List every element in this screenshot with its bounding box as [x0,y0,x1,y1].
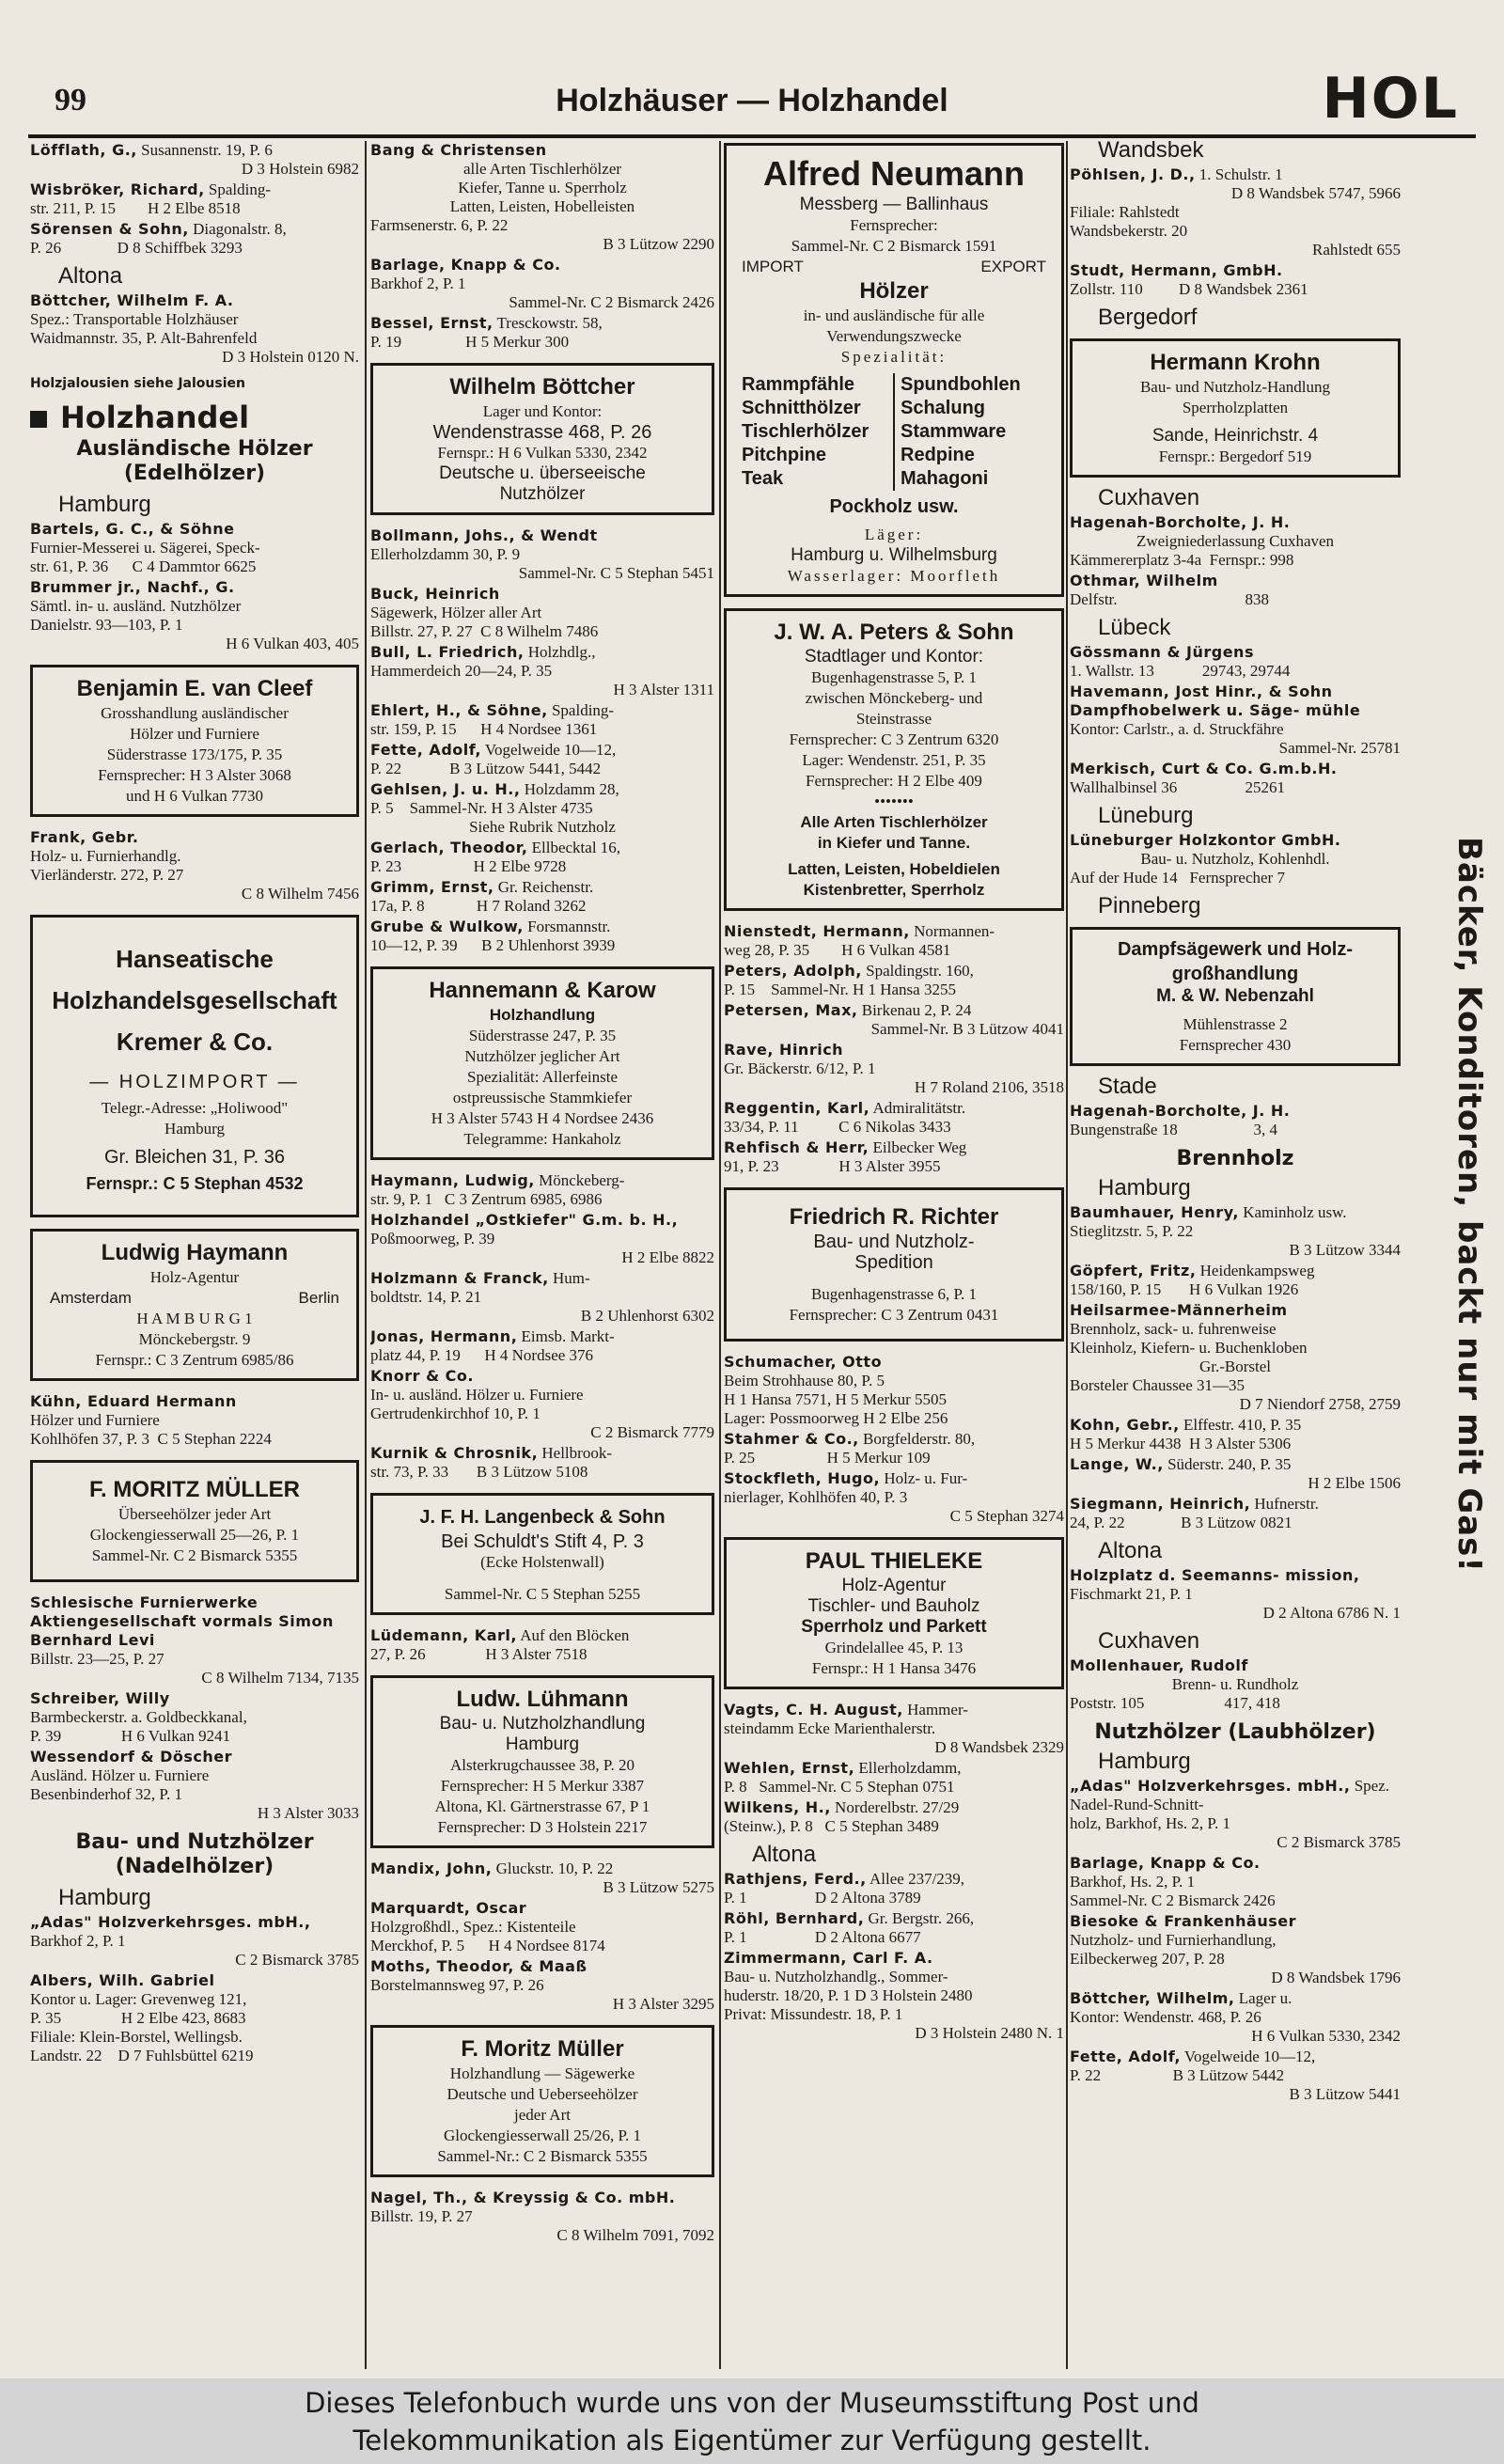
column-2 [370,141,714,2369]
listing-entry: „Adas" Holzverkehrsges. mbH., Spez. Nadel-Rund-Schnitt- holz, Barkhof, Hs. 2, P. 1 C 2 Bismarck 3785 [1070,1777,1401,1851]
listing-entry: Pöhlsen, J. D., 1. Schulstr. 1 D 8 Wandsbek 5747, 5966 Filiale: Rahlstedt Wandsbekerstr. 20 Rahlstedt 655 [1070,165,1401,259]
advertisement-hannemann-karow: Hannemann & Karow Holzhandlung Süderstrasse 247, P. 35 Nutzhölzer jeglicher Art Spezialität: Allerfeinste ostpreussische Stammkiefer H 3 Alster 5743 H 4 Nordsee 2436 Telegramme: Hankaholz [370,966,714,1160]
listing-entry: Hagenah-Borcholte, J. H. Bungenstraße 18 3, 4 [1070,1102,1291,1138]
listing-entry: Wessendorf & Döscher Ausländ. Hölzer u. Furniere Besenbinderhof 32, P. 1 H 3 Alster 3033 [30,1748,359,1822]
place-heading: Altona [1098,1538,1163,1563]
place-heading: Hamburg [1098,1749,1191,1774]
place-heading: Cuxhaven [1098,1628,1200,1654]
listing-entry: Kühn, Eduard Hermann Hölzer und Furniere Kohlhöfen 37, P. 3 C 5 Stephan 2224 [30,1392,272,1448]
listing-entry: Peters, Adolph, Spaldingstr. 160, P. 15 Sammel-Nr. H 1 Hansa 3255 [724,962,974,998]
advertisement-peters-sohn: J. W. A. Peters & Sohn Stadtlager und Kontor: Bugenhagenstrasse 5, P. 1 zwischen Mönckeberg- und Steinstrasse Fernsprecher: C 3 Zentrum 6320 Lager: Wendenstr. 251, P. 35 Fernsprecher: H 2 Elbe 409 ••••••• Alle Arten Tischlerhölzer in Kiefer und Tanne. Latten, Leisten, Hobeldielen Kistenbretter, Sperrholz [724,608,1064,911]
page-number: 99 [55,83,86,118]
listing-entry: Othmar, Wilhelm Delfstr. 838 [1070,572,1270,608]
listing-entry: Haymann, Ludwig, Mönckeberg- str. 9, P. 1 C 3 Zentrum 6985, 6986 [370,1171,625,1208]
listing-entry: Brummer jr., Nachf., G. Sämtl. in- u. ausländ. Nutzhölzer Danielstr. 93—103, P. 1 H 6 Vulkan 403, 405 [30,578,359,652]
page-title: Holzhäuser — Holzhandel [556,83,948,118]
listing-entry: Böttcher, Wilhelm F. A. Spez.: Transportable Holzhäuser Waidmannstr. 35, P. Alt-Bahrenfeld D 3 Holstein 0120 N. [30,291,359,366]
listing-entry: Lange, W., Süderstr. 240, P. 35 H 2 Elbe 1506 [1070,1455,1401,1492]
listing-entry: Grube & Wulkow, Forsmannstr. 10—12, P. 39 B 2 Uhlenhorst 3939 [370,918,616,954]
listing-entry: Havemann, Jost Hinr., & Sohn Dampfhobelwerk u. Säge- mühle Kontor: Carlstr., a. d. Struckfähre Sammel-Nr. 25781 [1070,683,1401,757]
advertisement-richter: Friedrich R. Richter Bau- und Nutzholz- Spedition Bugenhagenstrasse 6, P. 1 Fernsprecher: C 3 Zentrum 0431 [724,1187,1064,1342]
listing-entry: Bollmann, Johs., & Wendt Ellerholzdamm 30, P. 9 Sammel-Nr. C 5 Stephan 5451 [370,526,714,582]
section-heading: Nutzhölzer (Laubhölzer) [1094,1720,1376,1744]
square-bullet-icon [30,411,47,428]
advertisement-thieleke: PAUL THIELEKE Holz-Agentur Tischler- und Bauholz Sperrholz und Parkett Grindelallee 45, P. 13 Fernspr.: H 1 Hansa 3476 [724,1537,1064,1689]
listing-entry: Göpfert, Fritz, Heidenkampsweg 158/160, P. 15 H 6 Vulkan 1926 [1070,1262,1315,1298]
specialty-table: Rammpfähle Schnitthölzer Tischlerhölzer Pitchpine Teak Spundbohlen Schalung Stammware Redpine Mahagoni [736,373,1052,491]
advertisement-nebenzahl: Dampfsägewerk und Holz- großhandlung M. & W. Nebenzahl Mühlenstrasse 2 Fernsprecher 430 [1070,927,1401,1066]
listing-entry: Heilsarmee-Männerheim Brennholz, sack- u. fuhrenweise Kleinholz, Kiefern- u. Buchenkloben Gr.-Borstel Borsteler Chaussee 31—35 D 7 Niendorf 2758, 2759 [1070,1301,1401,1413]
advertisement-langenbeck: J. F. H. Langenbeck & Sohn Bei Schuldt's Stift 4, P. 3 (Ecke Holstenwall) Sammel-Nr. C 5 Stephan 5255 [370,1493,714,1615]
page-header [28,66,1476,132]
listing-entry: Bartels, G. C., & Söhne Furnier-Messerei u. Sägerei, Speck- str. 61, P. 36 C 4 Dammtor 6625 [30,520,260,575]
listing-entry: Albers, Wilh. Gabriel Kontor u. Lager: Grevenweg 121, P. 35 H 2 Elbe 423, 8683 Filiale: Klein-Borstel, Wellingsb. Landstr. 22 D 7 Fuhlsbüttel 6219 [30,1971,254,2064]
listing-entry: Böttcher, Wilhelm, Lager u. Kontor: Wendenstr. 468, P. 26 H 6 Vulkan 5330, 2342 [1070,1989,1401,2045]
listing-entry: Biesoke & Frankenhäuser Nutzholz- und Furnierhandlung, Eilbeckerweg 207, P. 28 D 8 Wandsbek 1796 [1070,1912,1401,1986]
column-3 [724,141,1064,2369]
advertisement-moritz-mueller: F. MORITZ MÜLLER Überseehölzer jeder Art Glockengiesserwall 25—26, P. 1 Sammel-Nr. C 2 Bismarck 5355 [30,1460,359,1582]
listing-entry: Mollenhauer, Rudolf Brenn- u. Rundholz Poststr. 105 417, 418 [1070,1656,1299,1712]
footer-credit [0,2378,1504,2464]
advertisement-alfred-neumann: Alfred Neumann Messberg — Ballinhaus Fernsprecher: Sammel-Nr. C 2 Bismarck 1591 IMPORT EXPORT Hölzer in- und ausländische für alle Verwendungszwecke Spezialität: Rammpfähle Schnitthölzer Tischlerhölzer Pitchpine Teak Spundbohlen Schalung Stammware Redpine Mahagoni Pockholz usw. Läger: Hamburg u. Wilhelmsburg Wasserlager: Moorfleth [724,143,1064,597]
main-section-heading: Holzhandel [30,408,359,428]
listing-entry: Lüneburger Holzkontor GmbH. Bau- u. Nutzholz, Kohlenhdl. Auf der Hude 14 Fernsprecher 7 [1070,831,1341,887]
footer-line-1: Dieses Telefonbuch wurde uns von der Museumsstiftung Post und [305,2387,1199,2419]
listing-entry: Bull, L. Friedrich, Holzhdlg., Hammerdeich 20—24, P. 35 H 3 Alster 1311 [370,643,714,698]
listing-entry: Wehlen, Ernst, Ellerholzdamm, P. 8 Sammel-Nr. C 5 Stephan 0751 [724,1759,962,1796]
listing-entry: Studt, Hermann, GmbH. Zollstr. 110 D 8 Wandsbek 2361 [1070,261,1308,298]
listing-entry: Vagts, C. H. August, Hammer- steindamm Ecke Marienthalerstr. D 8 Wandsbek 2329 [724,1701,1064,1756]
listing-entry: Wisbröker, Richard, Spalding- str. 211, P. 15 H 2 Elbe 8518 [30,180,271,217]
listing-entry: Hagenah-Borcholte, J. H. Zweigniederlassung Cuxhaven Kämmererplatz 3-4a Fernspr.: 998 [1070,513,1335,569]
advertisement-hanseatische: Hanseatische Holzhandelsgesellschaft Kremer & Co. — HOLZIMPORT — Telegr.-Adresse: „Holiwood" Hamburg Gr. Bleichen 31, P. 36 Fernspr.: C 5 Stephan 4532 [30,915,359,1217]
listing-entry: Löfflath, G., Susannenstr. 19, P. 6 D 3 Holstein 6982 [30,141,359,178]
advertisement-moritz-mueller-2: F. Moritz Müller Holzhandlung — Sägewerke Deutsche und Ueberseehölzer jeder Art Glockengiesserwall 25/26, P. 1 Sammel-Nr.: C 2 Bismarck 5355 [370,2025,714,2177]
listing-entry: Knorr & Co. In- u. ausländ. Hölzer u. Furniere Gertrudenkirchhof 10, P. 1 C 2 Bismarck 7779 [370,1367,714,1441]
place-heading: Hamburg [58,1885,151,1910]
place-heading: Altona [752,1842,817,1867]
listing-entry: Mandix, John, Gluckstr. 10, P. 22 B 3 Lützow 5275 [370,1860,714,1896]
section-heading: Brennholz [1176,1147,1294,1170]
listing-entry: Bessel, Ernst, Tresckowstr. 58, P. 19 H 5 Merkur 300 [370,314,603,351]
listing-entry: Lüdemann, Karl, Auf den Blöcken 27, P. 26 H 3 Alster 7518 [370,1626,630,1663]
footer-line-2: Telekommunikation als Eigentümer zur Verfügung gestellt. [352,2425,1152,2456]
index-keyword: HOL [1322,66,1459,132]
listing-entry: Nagel, Th., & Kreyssig & Co. mbH. Billstr. 19, P. 27 C 8 Wilhelm 7091, 7092 [370,2189,714,2244]
listing-entry: Jonas, Hermann, Eimsb. Markt- platz 44, P. 19 H 4 Nordsee 376 [370,1327,615,1364]
listing-entry: Grimm, Ernst, Gr. Reichenstr. 17a, P. 8 H 7 Roland 3262 [370,878,594,915]
advertisement-krohn: Hermann Krohn Bau- und Nutzholz-Handlung Sperrholzplatten Sande, Heinrichstr. 4 Fernspr.: Bergedorf 519 [1070,338,1401,478]
column-divider [365,141,367,2369]
advertisement-van-cleef: Benjamin E. van Cleef Grosshandlung ausländischer Hölzer und Furniere Süderstrasse 173/175, P. 35 Fernsprecher: H 3 Alster 3068 und H 6 Vulkan 7730 [30,665,359,817]
listing-entry: Fette, Adolf, Vogelweide 10—12, P. 22 B 3 Lützow 5442 B 3 Lützow 5441 [1070,2048,1401,2103]
listing-entry: Schlesische Furnierwerke Aktiengesellschaft vormals Simon Bernhard Levi Billstr. 23—25, P. 27 C 8 Wilhelm 7134, 7135 [30,1593,359,1687]
listing-entry: Petersen, Max, Birkenau 2, P. 24 Sammel-Nr. B 3 Lützow 4041 [724,1001,1064,1038]
advertisement-luehmann: Ludw. Lühmann Bau- u. Nutzholzhandlung Hamburg Alsterkrugchaussee 38, P. 20 Fernsprecher: H 5 Merkur 3387 Altona, Kl. Gärtnerstrasse 67, P 1 Fernsprecher: D 3 Holstein 2217 [370,1675,714,1848]
section-heading: Ausländische Hölzer (Edelhölzer) [76,437,313,485]
listing-entry: Kurnik & Chrosnik, Hellbrook- str. 73, P. 33 B 3 Lützow 5108 [370,1444,612,1481]
ornament-dots: ••••••• [874,793,914,810]
listing-entry: „Adas" Holzverkehrsges. mbH., Barkhof 2, P. 1 C 2 Bismarck 3785 [30,1913,359,1969]
place-heading: Hamburg [58,492,151,517]
place-heading: Altona [58,263,123,289]
listing-entry: Reggentin, Karl, Admiralitätstr. 33/34, P. 11 C 6 Nikolas 3433 [724,1099,966,1136]
listing-entry: Rathjens, Ferd., Allee 237/239, P. 1 D 2 Altona 3789 [724,1870,965,1907]
listing-entry: Holzplatz d. Seemanns- mission, Fischmarkt 21, P. 1 D 2 Altona 6786 N. 1 [1070,1566,1401,1622]
listing-entry: Stahmer & Co., Borgfelderstr. 80, P. 25 H 5 Merkur 109 [724,1430,976,1467]
cross-reference: Holzjalousien siehe Jalousien [30,376,245,391]
listing-entry: Ehlert, H., & Söhne, Spalding- str. 159, P. 15 H 4 Nordsee 1361 [370,701,615,738]
advertisement-boettcher: Wilhelm Böttcher Lager und Kontor: Wendenstrasse 468, P. 26 Fernspr.: H 6 Vulkan 5330, 2342 Deutsche u. überseeische Nutzhölzer [370,363,714,515]
listing-entry: Baumhauer, Henry, Kaminholz usw. Stieglitzstr. 5, P. 22 B 3 Lützow 3344 [1070,1203,1401,1259]
listing-entry: Gössmann & Jürgens 1. Wallstr. 13 29743, 29744 [1070,643,1291,680]
listing-entry: Gehlsen, J. u. H., Holzdamm 28, P. 5 Sammel-Nr. H 3 Alster 4735 Siehe Rubrik Nutzholz [370,780,619,836]
header-rule [28,134,1476,138]
listing-entry: Zimmermann, Carl F. A. Bau- u. Nutzholzhandlg., Sommer- huderstr. 18/20, P. 1 D 3 Holstein 2480 Privat: Missundestr. 18, P. 1 D 3 Holstein 2480 N. 1 [724,1949,1064,2042]
listing-entry: Stockfleth, Hugo, Holz- u. Fur- nierlager, Kohlhöfen 40, P. 3 C 5 Stephan 3274 [724,1469,1064,1525]
place-heading: Wandsbek [1098,141,1204,163]
listing-entry: Moths, Theodor, & Maaß Borstelmannsweg 97, P. 26 H 3 Alster 3295 [370,1957,714,2013]
listing-entry: Holzmann & Franck, Hum- boldtstr. 14, P. 21 B 2 Uhlenhorst 6302 [370,1269,714,1325]
column-4 [1070,141,1401,2369]
listing-entry: Marquardt, Oscar Holzgroßhdl., Spez.: Kistenteile Merckhof, P. 5 H 4 Nordsee 8174 [370,1899,605,1954]
listing-entry: Barlage, Knapp & Co. Barkhof 2, P. 1 Sammel-Nr. C 2 Bismarck 2426 [370,256,714,311]
listing-entry: Frank, Gebr. Holz- u. Furnierhandlg. Vierländerstr. 272, P. 27 C 8 Wilhelm 7456 [30,828,359,902]
place-heading: Lübeck [1098,615,1171,640]
place-heading: Pinneberg [1098,893,1201,918]
listing-entry: Rehfisch & Herr, Eilbecker Weg 91, P. 23 H 3 Alster 3955 [724,1138,967,1175]
listing-entry: Schumacher, Otto Beim Strohhause 80, P. 5 H 1 Hansa 7571, H 5 Merkur 5505 Lager: Possmoorweg H 2 Elbe 256 [724,1353,948,1427]
listing-entry: Nienstedt, Hermann, Normannen- weg 28, P. 35 H 6 Vulkan 4581 [724,922,995,959]
listing-entry: Buck, Heinrich Sägewerk, Hölzer aller Art Billstr. 27, P. 27 C 8 Wilhelm 7486 [370,585,599,640]
listing-entry: Röhl, Bernhard, Gr. Bergstr. 266, P. 1 D 2 Altona 6677 [724,1909,975,1946]
listing-entry: Sörensen & Sohn, Diagonalstr. 8, P. 26 D 8 Schiffbek 3293 [30,220,287,257]
listing-entry: Fette, Adolf, Vogelweide 10—12, P. 22 B 3 Lützow 5441, 5442 [370,741,617,777]
listing-entry: Rave, Hinrich Gr. Bäckerstr. 6/12, P. 1 H 7 Roland 2106, 3518 [724,1041,1064,1096]
place-heading: Bergedorf [1098,305,1198,330]
listing-entry: Gerlach, Theodor, Ellbecktal 16, P. 23 H 2 Elbe 9728 [370,839,621,875]
place-heading: Cuxhaven [1098,485,1200,510]
column-divider [1066,141,1068,2369]
place-heading: Lüneburg [1098,803,1194,828]
listing-entry: Kohn, Gebr., Elffestr. 410, P. 35 H 5 Merkur 4438 H 3 Alster 5306 [1070,1416,1302,1452]
column-divider [719,141,721,2369]
place-heading: Stade [1098,1074,1157,1099]
listing-entry: Bang & Christensen alle Arten Tischlerhölzer Kiefer, Tanne u. Sperrholz Latten, Leisten, Hobelleisten Farmsenerstr. 6, P. 22 B 3 Lützow 2290 [370,141,714,253]
column-1 [30,141,359,2369]
listing-entry: Holzhandel „Ostkiefer" G.m. b. H., Poßmoorweg, P. 39 H 2 Elbe 8822 [370,1211,714,1266]
listing-entry: Barlage, Knapp & Co. Barkhof, Hs. 2, P. 1 Sammel-Nr. C 2 Bismarck 2426 [1070,1854,1276,1909]
advertisement-haymann: Ludwig Haymann Holz-Agentur Amsterdam Berlin H A M B U R G 1 Mönckebergstr. 9 Fernspr.: C 3 Zentrum 6985/86 [30,1229,359,1381]
section-heading: Bau- und Nutzhölzer (Nadelhölzer) [75,1830,314,1878]
listing-entry: Schreiber, Willy Barmbeckerstr. a. Goldbeckkanal, P. 39 H 6 Vulkan 9241 [30,1689,247,1745]
listing-entry: Siegmann, Heinrich, Hufnerstr. 24, P. 22 B 3 Lützow 0821 [1070,1495,1319,1531]
side-slogan [1407,837,1501,1589]
side-slogan-text: Bäcker, Konditoren, backt nur mit Gas! [1450,837,1488,1573]
place-heading: Hamburg [1098,1175,1191,1201]
listing-entry: Wilkens, H., Norderelbstr. 27/29 (Steinw.), P. 8 C 5 Stephan 3489 [724,1798,960,1835]
listing-entry: Merkisch, Curt & Co. G.m.b.H. Wallhalbinsel 36 25261 [1070,760,1338,796]
